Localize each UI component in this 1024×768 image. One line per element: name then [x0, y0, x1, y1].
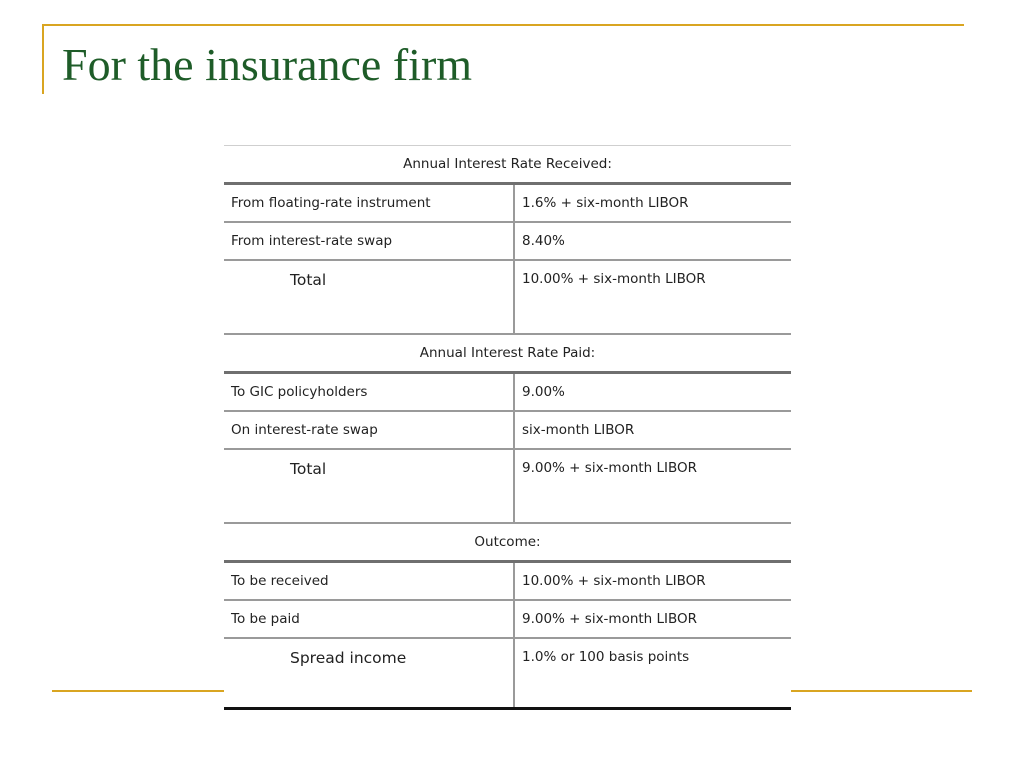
row-label: On interest-rate swap — [224, 411, 514, 449]
table-row — [224, 562, 791, 601]
row-value: 9.00% — [514, 373, 791, 412]
total-value: 10.00% + six-month LIBOR — [514, 260, 791, 334]
row-value: 8.40% — [514, 222, 791, 260]
footer-rule-left — [52, 690, 224, 692]
row-label: To be paid — [224, 600, 514, 638]
row-value: 1.6% + six-month LIBOR — [514, 184, 791, 223]
section-heading: Outcome: — [224, 523, 791, 562]
table-row — [224, 222, 791, 260]
row-label: From floating-rate instrument — [224, 184, 514, 223]
total-row — [224, 449, 791, 523]
table-row — [224, 184, 791, 223]
total-label: Spread income — [224, 638, 514, 709]
table-row — [224, 600, 791, 638]
section-heading: Annual Interest Rate Received: — [224, 146, 791, 184]
section-heading: Annual Interest Rate Paid: — [224, 334, 791, 373]
row-label: From interest-rate swap — [224, 222, 514, 260]
footer-rule-right — [790, 690, 972, 692]
row-value: 9.00% + six-month LIBOR — [514, 600, 791, 638]
total-value: 1.0% or 100 basis points — [514, 638, 791, 709]
interest-rate-table — [224, 145, 791, 710]
slide-title: For the insurance firm — [62, 39, 473, 90]
total-row — [224, 260, 791, 334]
total-label: Total — [224, 449, 514, 523]
title-left-rule — [42, 24, 44, 94]
section-outcome-header — [224, 523, 791, 562]
total-value: 9.00% + six-month LIBOR — [514, 449, 791, 523]
table-row — [224, 411, 791, 449]
row-value: 10.00% + six-month LIBOR — [514, 562, 791, 601]
section-paid-header — [224, 334, 791, 373]
row-label: To be received — [224, 562, 514, 601]
table-row — [224, 373, 791, 412]
title-top-rule — [42, 24, 964, 26]
total-row — [224, 638, 791, 709]
total-label: Total — [224, 260, 514, 334]
row-value: six-month LIBOR — [514, 411, 791, 449]
row-label: To GIC policyholders — [224, 373, 514, 412]
section-received-header — [224, 146, 791, 184]
